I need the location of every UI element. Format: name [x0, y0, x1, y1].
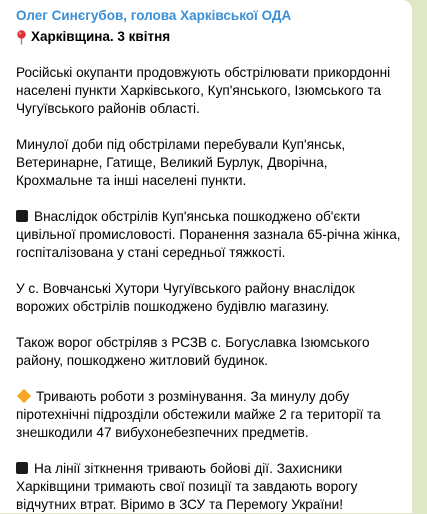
message-paragraph-text: Тривають роботи з розмінування. За минулу добу піротехнічні підрозділи обстежили майже 2 га території та знешкодили 47 вибухонебезпечних предметів.	[16, 389, 381, 440]
message-paragraph: Російські окупанти продовжують обстрілювати прикордонні населені пункти Харківського, Куп'янського, Ізюмського та Чугуївського районів області.	[16, 65, 391, 116]
message-paragraph	[16, 388, 402, 442]
location-text: Харківщина. 3 квітня	[31, 29, 171, 44]
black-square-icon	[16, 210, 28, 222]
message-paragraph	[16, 460, 402, 514]
round-pushpin-icon	[16, 30, 27, 45]
orange-diamond-icon	[17, 389, 31, 403]
message-paragraph-text: Внаслідок обстрілів Куп'янська пошкоджено об'єкти цивільної промисловості. Поранення зазнала 65-річна жінка, госпіталізована у стані середньої тяжкості.	[16, 209, 401, 260]
message-paragraph	[16, 208, 402, 262]
message-paragraph: Минулої доби під обстрілами перебували Куп'янськ, Ветеринарне, Гатище, Великий Бурлук, Дворічна, Крохмальне та інші населені пункти.	[16, 137, 346, 188]
channel-author-name[interactable]: Олег Синєгубов, голова Харківської ОДА	[16, 8, 292, 23]
message-paragraph-text: На лінії зіткнення тривають бойові дії. Захисники Харківщини тримають свої позиції та завдають ворогу відчутних втрат. Віримо в ЗСУ та Перемогу України!	[16, 461, 358, 512]
message-paragraph: У с. Вовчанські Хутори Чугуївського району внаслідок ворожих обстрілів пошкоджено будівлю магазину.	[16, 281, 355, 314]
black-square-icon	[16, 462, 28, 474]
message-paragraph: Також ворог обстріляв з РСЗВ с. Богуславка Ізюмського району, пошкоджено житловий будинок.	[16, 335, 370, 368]
post-location-line	[16, 28, 402, 46]
